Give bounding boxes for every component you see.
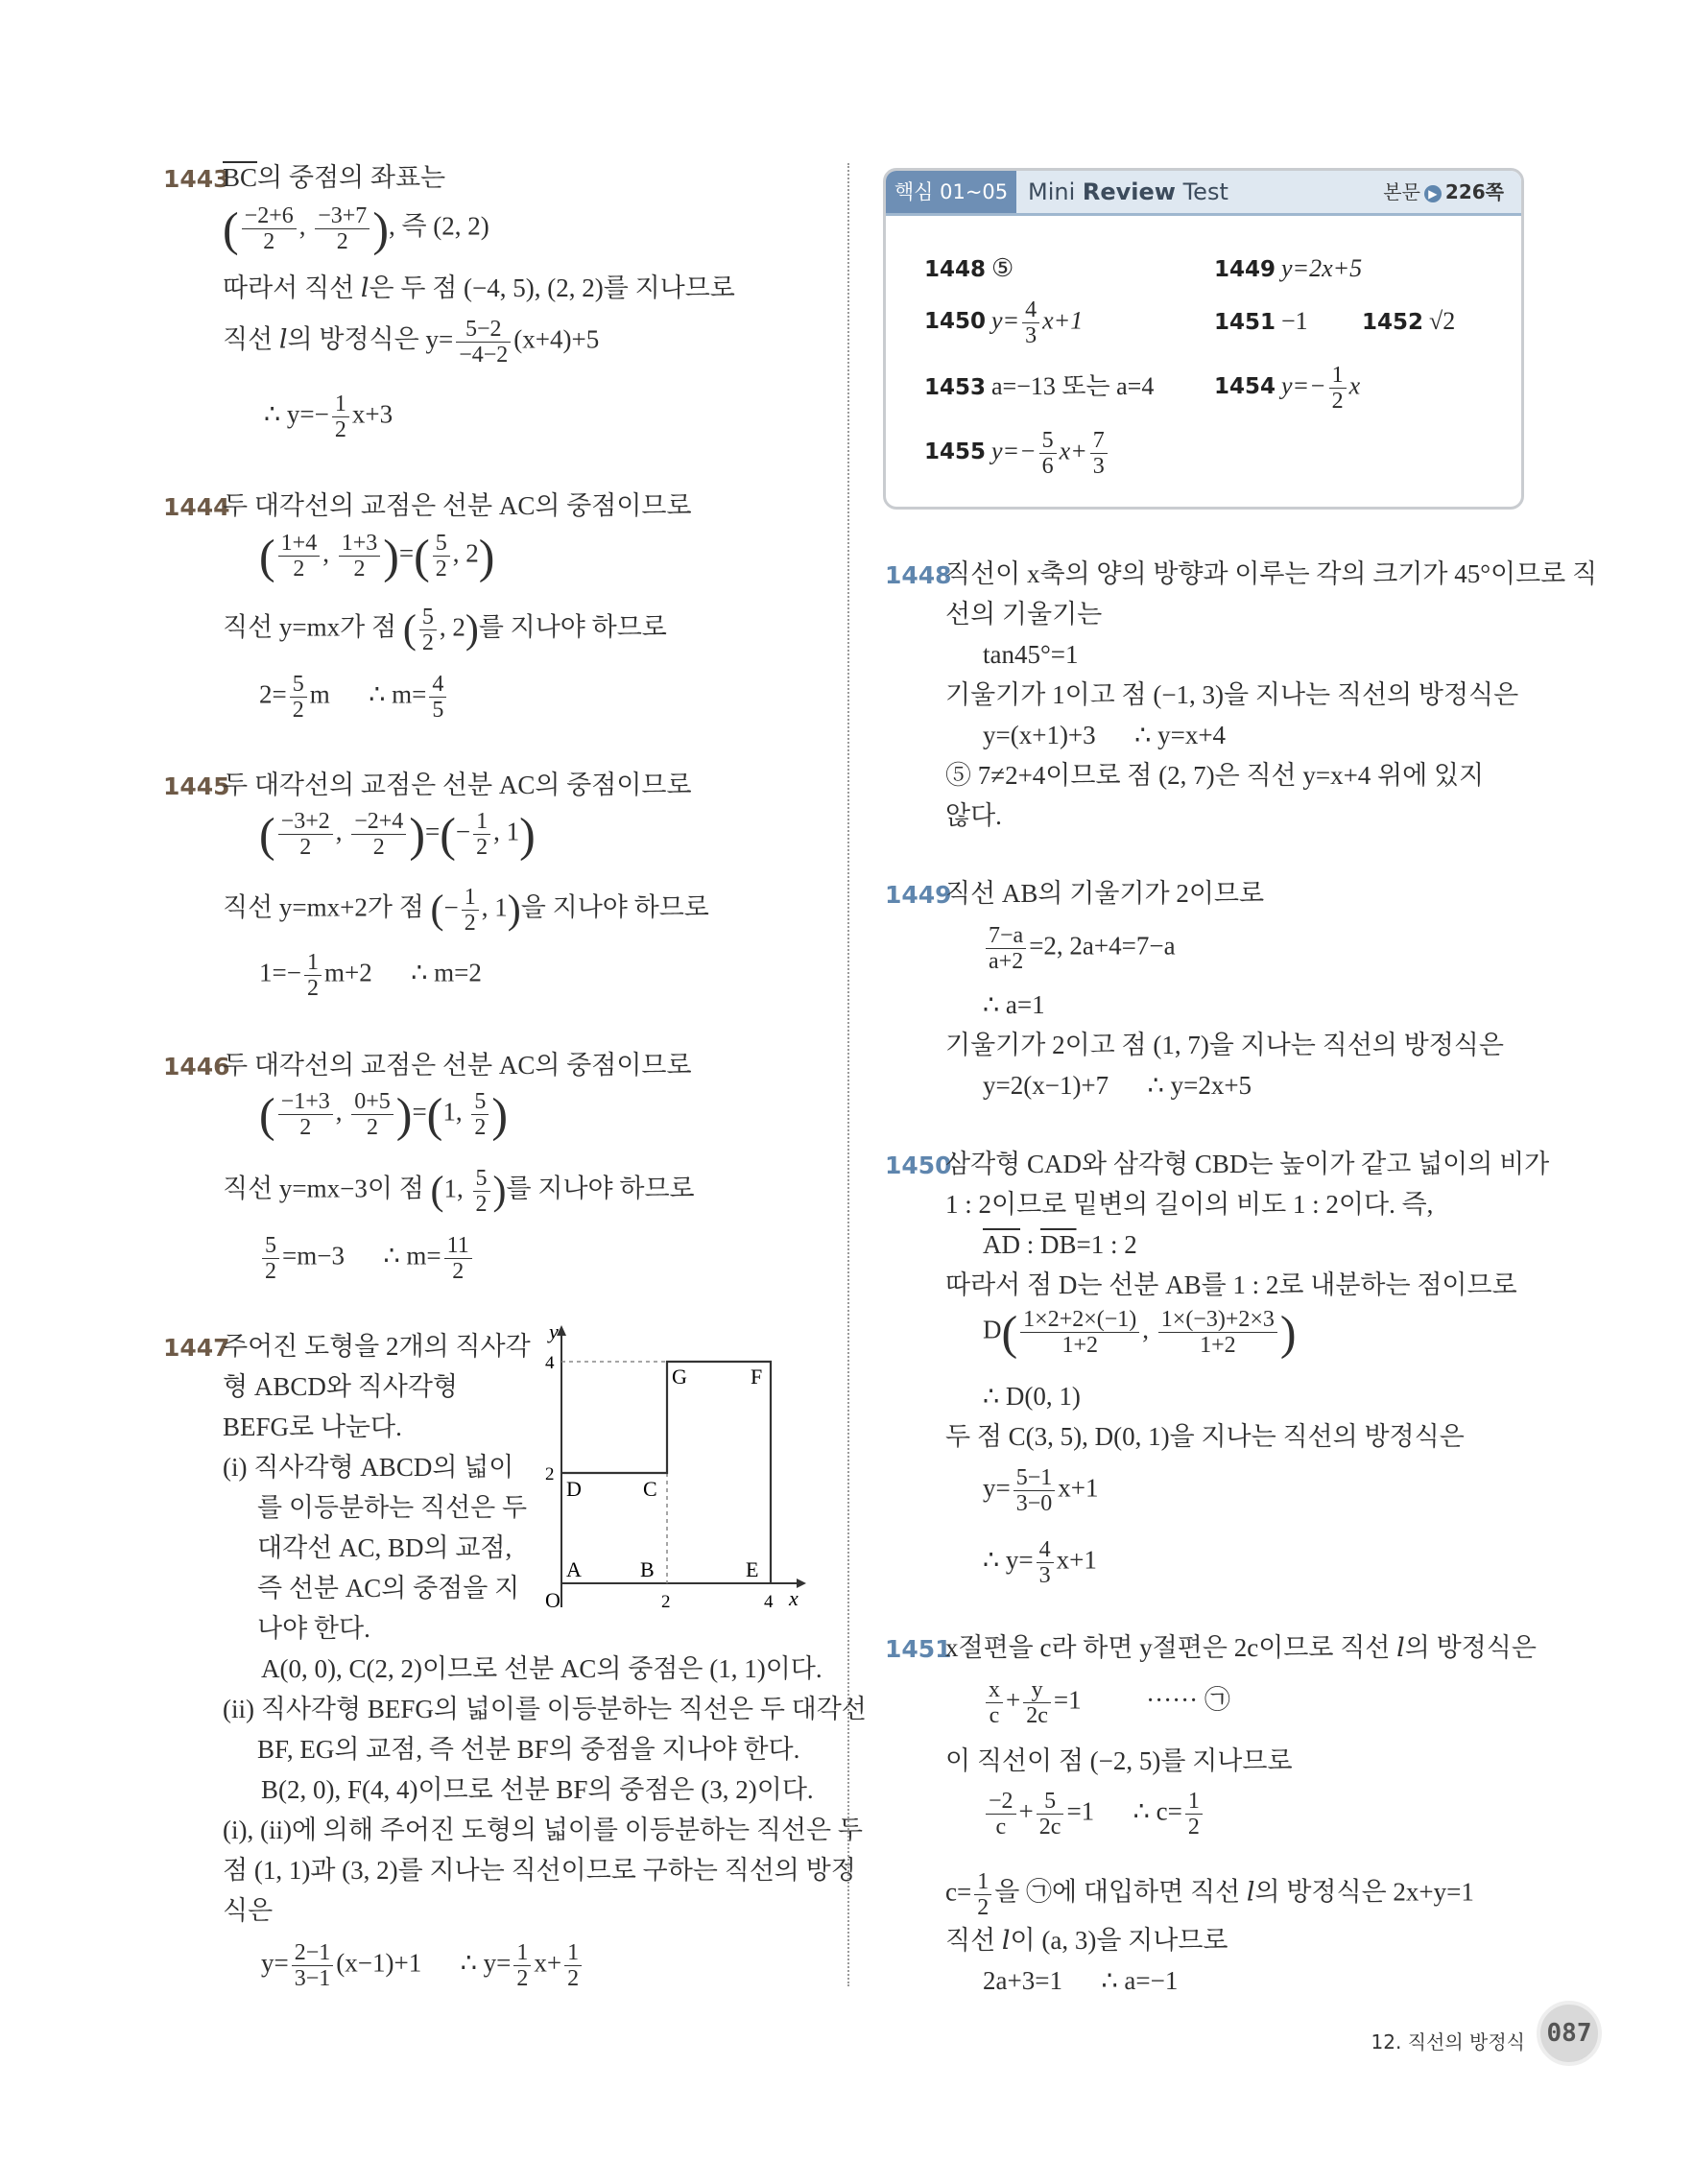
sol-1451-line5: c= $\frac{1}{2}$ 을 ㉠에 대입하면 직선 𝑙의 방정식은 2x+y=1 xyxy=(945,1869,1474,1920)
review-page-ref: 본문 ▶ 226쪽 xyxy=(1383,180,1504,203)
sol-1451-line4: $\frac{-2}{c}$ + $\frac{5}{2c}$ =1 ∴ c= $\frac{1}{2}$ xyxy=(983,1789,1205,1840)
sol-1450-line8: y= $\frac{5-1}{3-0}$ x+1 xyxy=(983,1465,1099,1516)
sol-1447-line3: BEFG로 나눈다. xyxy=(223,1412,402,1441)
sol-1448-line3: tan45°=1 xyxy=(983,640,1079,669)
sol-1448-line6: ⑤ 7≠2+4이므로 점 (2, 7)은 직선 y=x+4 위에 있지 xyxy=(945,761,1485,790)
point-G: G xyxy=(672,1365,687,1389)
problem-number-1443: 1443 xyxy=(163,165,230,193)
review-item-1451: 1451 −1 xyxy=(1214,307,1308,335)
point-A: A xyxy=(566,1557,582,1581)
sol-1446-line2: ( $\frac{-1+3}{2}$ , $\frac{0+5}{2}$ )=(1, $\frac{5}{2}$ ) xyxy=(259,1087,508,1142)
sol-1445-line3: 직선 y=mx+2가 점 (− $\frac{1}{2}$ , 1)을 지나야 하므로 xyxy=(223,885,709,936)
sol-1447-line2: 형 ABCD와 직사각형 xyxy=(223,1372,459,1401)
sol-1447-line8: 나야 한다. xyxy=(257,1614,370,1643)
column-divider xyxy=(847,163,849,1986)
problem-number-1447: 1447 xyxy=(163,1334,230,1362)
sol-1447-line10: (ii) 직사각형 BEFG의 넓이를 이등분하는 직선은 두 대각선 xyxy=(223,1695,867,1723)
sol-1450-line9: ∴ y= $\frac{4}{3}$ x+1 xyxy=(983,1537,1097,1588)
review-item-1452: 1452 √2 xyxy=(1362,307,1456,335)
sol-1448-line4: 기울기가 1이고 점 (−1, 3)을 지나는 직선의 방정식은 xyxy=(945,680,1519,709)
sol-1447-line5: 를 이등분하는 직선은 두 xyxy=(257,1493,528,1522)
sol-1447-line16: y= $\frac{2-1}{3-1}$ (x−1)+1 ∴ y= $\frac{1}{2}$ x+ $\frac{1}{2}$ xyxy=(261,1940,584,1991)
problem-number-1448: 1448 xyxy=(885,561,952,589)
sol-1450-line2: 1 : 2이므로 밑변의 길이의 비도 1 : 2이다. 즉, xyxy=(945,1190,1434,1219)
sol-1450-line6: ∴ D(0, 1) xyxy=(983,1382,1081,1411)
problem-number-1444: 1444 xyxy=(163,493,230,521)
sol-1445-line2: ( $\frac{-3+2}{2}$ , $\frac{-2+4}{2}$ )=(− $\frac{1}{2}$ , 1) xyxy=(259,807,536,862)
sol-1447-line9: A(0, 0), C(2, 2)이므로 선분 AC의 중점은 (1, 1)이다. xyxy=(261,1654,823,1683)
axis-label-x: x xyxy=(789,1586,799,1610)
sol-1444-line1: 두 대각선의 교점은 선분 AC의 중점이므로 xyxy=(223,491,692,520)
review-item-1449: 1449 y=2x+5 xyxy=(1214,254,1363,282)
sol-1445-line4: 1=− $\frac{1}{2}$ m+2 ∴ m=2 xyxy=(259,950,482,1001)
sol-1446-line3: 직선 y=mx−3이 점 (1, $\frac{5}{2}$ )를 지나야 하므로 xyxy=(223,1166,695,1217)
sol-1450-line7: 두 점 C(3, 5), D(0, 1)을 지나는 직선의 방정식은 xyxy=(945,1422,1465,1451)
review-title: Mini Review Test xyxy=(1028,178,1228,205)
sol-1451-line1: x절편을 c라 하면 y절편은 2c이므로 직선 𝑙의 방정식은 xyxy=(945,1633,1537,1662)
origin-label: O xyxy=(545,1588,560,1612)
sol-1450-line5: D( $\frac{1\times 2+2\times(-1)}{1+2}$ , $\frac{1\times(-3)+2\times 3}{1+2}$ ) xyxy=(983,1305,1297,1360)
point-F: F xyxy=(751,1365,763,1389)
sol-1449-line5: y=2(x−1)+7 ∴ y=2x+5 xyxy=(983,1071,1252,1100)
point-C: C xyxy=(643,1477,657,1501)
tick-y2: 2 xyxy=(545,1464,555,1484)
point-E: E xyxy=(746,1557,759,1581)
chapter-title: 12. 직선의 방정식 xyxy=(1371,2030,1525,2053)
sol-1451-line3: 이 직선이 점 (−2, 5)를 지나므로 xyxy=(945,1746,1293,1775)
sol-1447-line1: 주어진 도형을 2개의 직사각 xyxy=(223,1332,531,1361)
problem-number-1450: 1450 xyxy=(885,1151,952,1179)
review-item-1450: 1450 y= $\frac{4}{3}$ x+1 xyxy=(924,297,1084,348)
review-item-1453: 1453 a=−13 또는 a=4 xyxy=(924,372,1155,400)
sol-1451-line2: $\frac{x}{c}$ + $\frac{y}{2c}$ =1 ······ ㉠ xyxy=(983,1677,1230,1728)
sol-1446-line1: 두 대각선의 교점은 선분 AC의 중점이므로 xyxy=(223,1051,692,1080)
tick-x4: 4 xyxy=(764,1592,774,1612)
sol-1446-line4: $\frac{5}{2}$ =m−3 ∴ m= $\frac{11}{2}$ xyxy=(259,1233,475,1284)
page-number: 087 xyxy=(1537,2001,1602,2066)
sol-1447-line6: 대각선 AC, BD의 교점, xyxy=(257,1533,513,1562)
review-item-1448: 1448 ⑤ xyxy=(924,254,1014,282)
sol-1451-line6: 직선 𝑙이 (a, 3)을 지나므로 xyxy=(945,1926,1228,1955)
mini-review-box xyxy=(883,168,1524,510)
sol-1449-line3: ∴ a=1 xyxy=(983,990,1045,1019)
sol-1444-line2: ( $\frac{1+4}{2}$ , $\frac{1+3}{2}$ )=( $\frac{5}{2}$ , 2) xyxy=(259,529,495,583)
sol-1443-line2: ( $\frac{-2+6}{2}$ , $\frac{-3+7}{2}$ ), 즉 (2, 2) xyxy=(223,202,489,256)
sol-1444-line3: 직선 y=mx가 점 ( $\frac{5}{2}$ , 2)를 지나야 하므로 xyxy=(223,605,667,655)
sol-1447-line13: (i), (ii)에 의해 주어진 도형의 넓이를 이등분하는 직선은 두 xyxy=(223,1816,863,1844)
problem-number-1449: 1449 xyxy=(885,881,952,909)
sol-1443-line1: $\overline{BC}$의 중점의 좌표는 xyxy=(223,163,446,192)
sol-1444-line4: 2= $\frac{5}{2}$ m ∴ m= $\frac{4}{5}$ xyxy=(259,672,449,723)
sol-1447-line14: 점 (1, 1)과 (3, 2)를 지나는 직선이므로 구하는 직선의 방정 xyxy=(223,1856,856,1885)
review-tag: 핵심 01~05 xyxy=(886,171,1016,213)
sol-1447-line4: (i) 직사각형 ABCD의 넓이 xyxy=(223,1453,514,1482)
review-item-1455: 1455 y=− $\frac{5}{6}$ x+ $\frac{7}{3}$ xyxy=(924,428,1110,479)
sol-1448-line2: 선의 기울기는 xyxy=(945,600,1103,629)
problem-number-1451: 1451 xyxy=(885,1635,952,1663)
sol-1448-line7: 않다. xyxy=(945,801,1002,830)
sol-1450-line1: 삼각형 CAD와 삼각형 CBD는 높이가 같고 넓이의 비가 xyxy=(945,1150,1550,1178)
sol-1448-line5: y=(x+1)+3 ∴ y=x+4 xyxy=(983,721,1227,749)
arrow-icon: ▶ xyxy=(1424,185,1442,202)
sol-1447-line7: 즉 선분 AC의 중점을 지 xyxy=(257,1574,520,1602)
point-B: B xyxy=(640,1557,655,1581)
point-D: D xyxy=(566,1477,582,1501)
problem-number-1446: 1446 xyxy=(163,1053,230,1080)
sol-1443-line5: ∴ y=− $\frac{1}{2}$ x+3 xyxy=(264,392,393,442)
sol-1451-line7: 2a+3=1 ∴ a=−1 xyxy=(983,1966,1179,1995)
axis-label-y: y xyxy=(549,1319,559,1343)
sol-1443-line3: 따라서 직선 𝑙은 두 점 (−4, 5), (2, 2)를 지나므로 xyxy=(223,273,735,302)
sol-1443-line4: 직선 𝑙의 방정식은 y= $\frac{5-2}{-4-2}$ (x+4)+5 xyxy=(223,317,600,368)
figure-1447-graph xyxy=(528,1319,816,1617)
sol-1450-line3: $\overline{AD}$ : $\overline{DB}=1$ : 2 xyxy=(983,1230,1137,1259)
sol-1449-line1: 직선 AB의 기울기가 2이므로 xyxy=(945,879,1265,908)
review-item-1454: 1454 y=− $\frac{1}{2}$ x xyxy=(1214,363,1361,414)
sol-1445-line1: 두 대각선의 교점은 선분 AC의 중점이므로 xyxy=(223,771,692,799)
sol-1448-line1: 직선이 x축의 양의 방향과 이루는 각의 크기가 45°이므로 직 xyxy=(945,559,1598,588)
sol-1449-line4: 기울기가 2이고 점 (1, 7)을 지나는 직선의 방정식은 xyxy=(945,1031,1504,1059)
sol-1447-line15: 식은 xyxy=(223,1896,274,1925)
tick-x2: 2 xyxy=(661,1592,671,1612)
sol-1449-line2: $\frac{7-a}{a+2}$ =2, 2a+4=7−a xyxy=(983,923,1176,974)
problem-number-1445: 1445 xyxy=(163,772,230,800)
figure-outline xyxy=(561,1362,771,1583)
mini-review-header xyxy=(886,171,1521,216)
tick-y4: 4 xyxy=(545,1353,555,1373)
sol-1447-line12: B(2, 0), F(4, 4)이므로 선분 BF의 중점은 (3, 2)이다. xyxy=(261,1775,814,1804)
sol-1447-line11: BF, EG의 교점, 즉 선분 BF의 중점을 지나야 한다. xyxy=(257,1735,800,1764)
sol-1450-line4: 따라서 점 D는 선분 AB를 1 : 2로 내분하는 점이므로 xyxy=(945,1270,1517,1299)
